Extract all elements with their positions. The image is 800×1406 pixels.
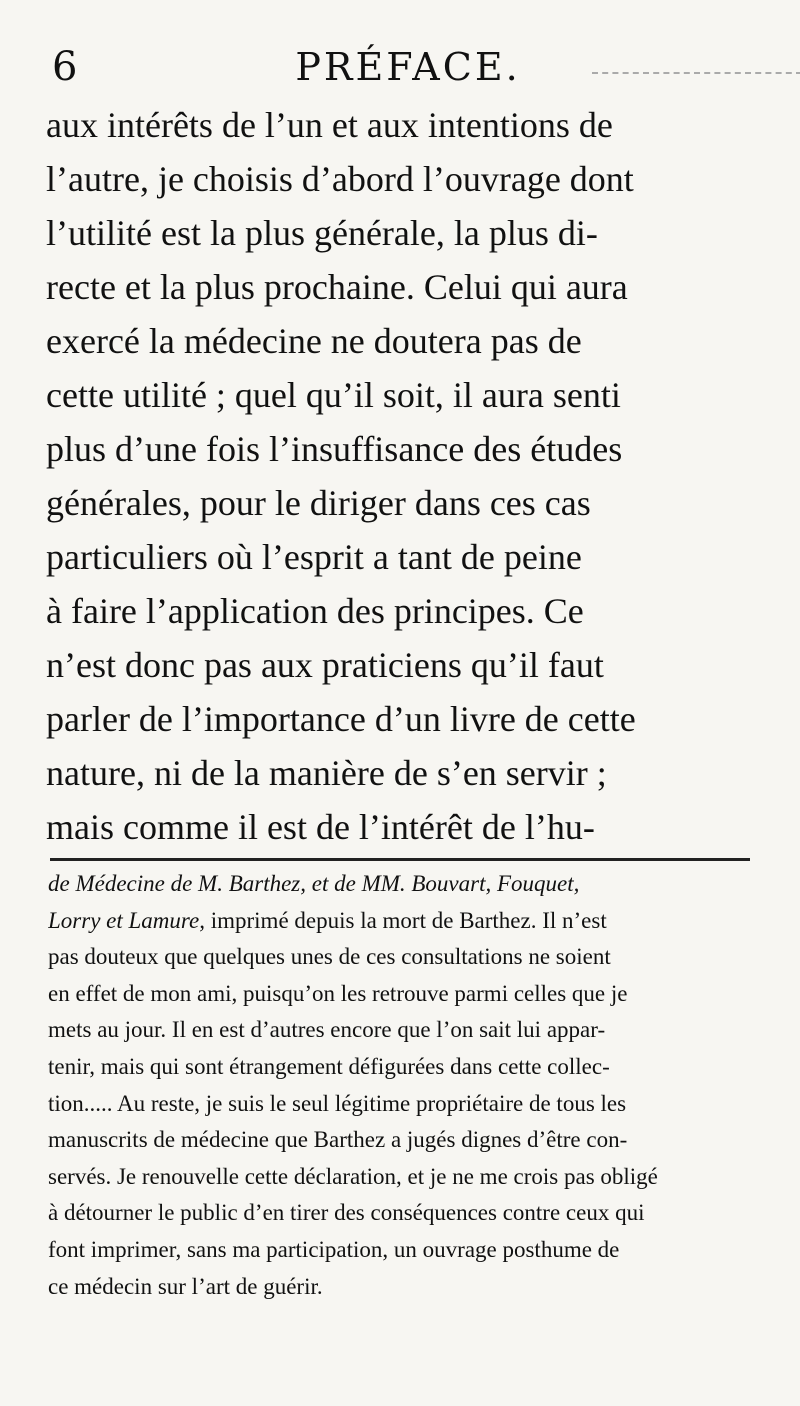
footnote-line: à détourner le public d’en tirer des conséquences contre ceux qui	[48, 1200, 645, 1226]
page-number: 6	[52, 44, 78, 90]
body-line: l’autre, je choisis d’abord l’ouvrage dont	[46, 159, 634, 199]
body-line: générales, pour le diriger dans ces cas	[46, 483, 591, 523]
header-ornament-rule	[592, 72, 800, 74]
footnote	[48, 866, 764, 1305]
body-text	[46, 98, 764, 854]
footnote-line: en effet de mon ami, puisqu’on les retrouve parmi celles que je	[48, 980, 628, 1006]
body-line: parler de l’importance d’un livre de cette	[46, 699, 636, 739]
footnote-line: font imprimer, sans ma participation, un ouvrage posthume de	[48, 1236, 620, 1262]
body-line: recte et la plus prochaine. Celui qui aura	[46, 267, 628, 307]
body-line: exercé la médecine ne doutera pas de	[46, 321, 582, 361]
footnote-text: imprimé depuis la mort de Barthez. Il n’est	[204, 907, 607, 933]
footnote-line: servés. Je renouvelle cette déclaration, et je ne me crois pas obligé	[48, 1163, 658, 1189]
body-line: particuliers où l’esprit a tant de peine	[46, 537, 582, 577]
body-line: plus d’une fois l’insuffisance des études	[46, 429, 623, 469]
body-line: mais comme il est de l’intérêt de l’hu-	[46, 807, 595, 847]
footnote-italic-names: Lorry et Lamure,	[48, 907, 205, 933]
footnote-line	[48, 903, 764, 940]
footnote-line: manuscrits de médecine que Barthez a jugés dignes d’être con-	[48, 1127, 628, 1153]
body-line: n’est donc pas aux praticiens qu’il faut	[46, 645, 604, 685]
running-title: PRÉFACE.	[295, 45, 521, 89]
footnote-line: tenir, mais qui sont étrangement défigurées dans cette collec-	[48, 1053, 610, 1079]
body-line: nature, ni de la manière de s’en servir ;	[46, 753, 607, 793]
footnote-line: de Médecine de M. Barthez, et de MM. Bouvart, Fouquet,	[48, 871, 580, 896]
body-line: aux intérêts de l’un et aux intentions de	[46, 105, 613, 145]
footnote-line: pas douteux que quelques unes de ces consultations ne soient	[48, 944, 611, 970]
page-header	[52, 42, 764, 92]
body-line: cette utilité ; quel qu’il soit, il aura senti	[46, 375, 621, 415]
body-line: à faire l’application des principes. Ce	[46, 591, 584, 631]
footnote-line: ce médecin sur l’art de guérir.	[48, 1273, 323, 1299]
footnote-line: tion..... Au reste, je suis le seul légitime propriétaire de tous les	[48, 1090, 627, 1116]
body-line: l’utilité est la plus générale, la plus di-	[46, 213, 598, 253]
footnote-separator	[50, 858, 750, 861]
footnote-line: mets au jour. Il en est d’autres encore que l’on sait lui appar-	[48, 1017, 606, 1043]
